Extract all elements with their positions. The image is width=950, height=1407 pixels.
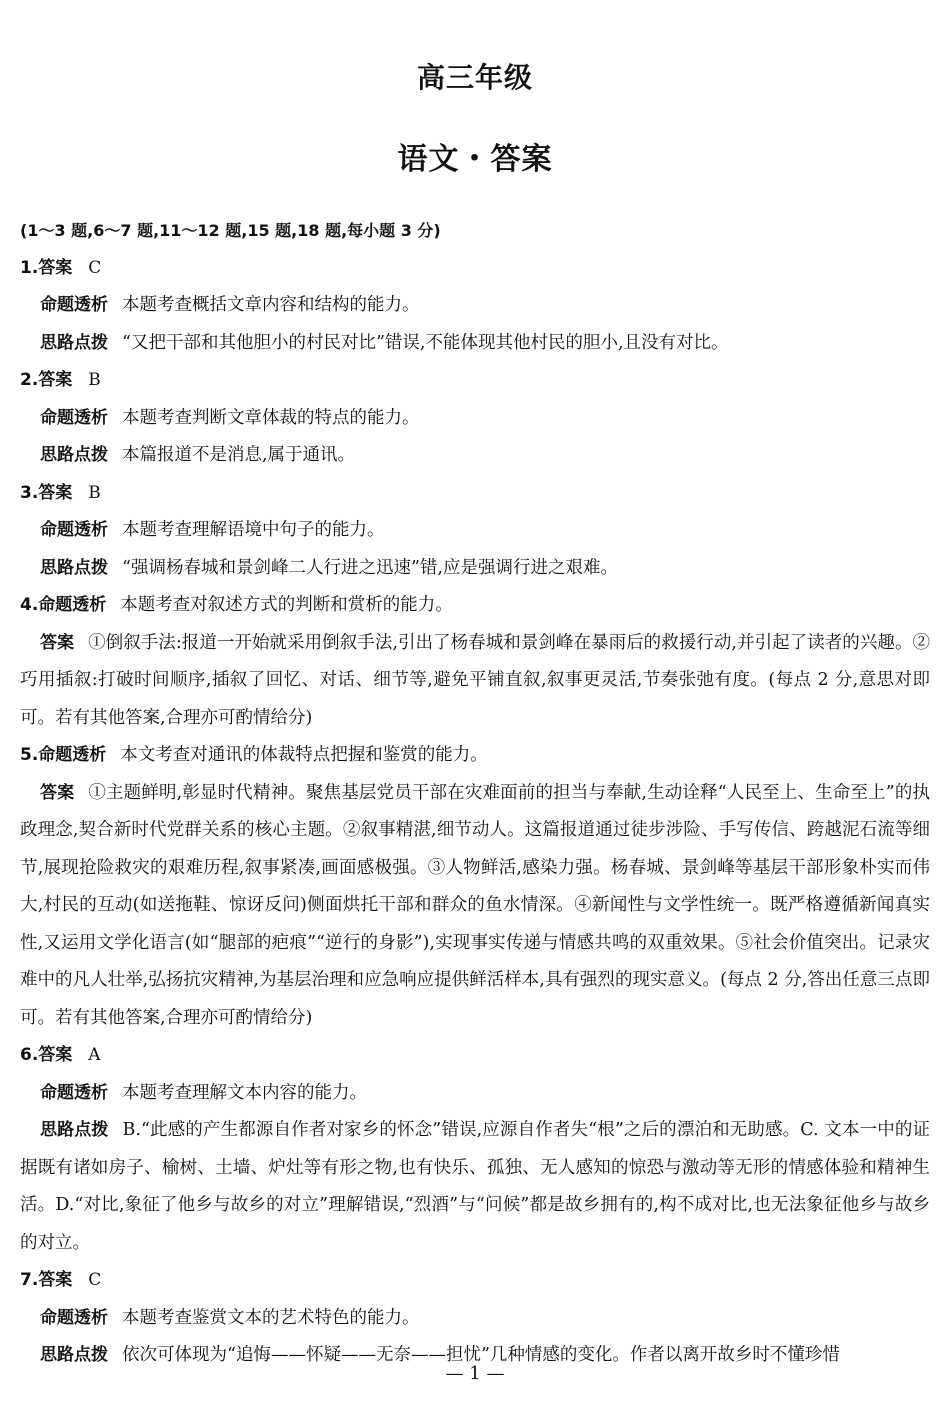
answer-value: C: [88, 1270, 102, 1290]
question-7-analysis: [20, 1300, 930, 1338]
answer-label: 答案: [38, 257, 73, 278]
hint-text: 依次可体现为“追悔——怀疑——无奈——担忧”几种情感的变化。作者以离开故乡时不懂珍惜: [122, 1345, 840, 1365]
hint-label: 思路点拨: [40, 1345, 108, 1365]
answer-label: 答案: [38, 370, 73, 390]
hint-label: 思路点拨: [40, 445, 108, 465]
analysis-label: 命题透析: [40, 407, 108, 428]
hint-label: 思路点拨: [40, 332, 108, 353]
question-number: 4.: [20, 595, 39, 615]
question-number: 7.: [20, 1270, 39, 1290]
question-5-analysis: [20, 737, 930, 775]
page-number: — 1 —: [445, 1363, 505, 1384]
answer-content: [20, 212, 930, 1375]
hint-text: B.“此感的产生都源自作者对家乡的怀念”错误,应源自作者失“根”之后的漂泊和无助感。C. 文本一中的证据既有诸如房子、榆树、土墙、炉灶等有形之物,也有快乐、孤独、无人感知的惊恐与激动等无形的情感体验和精神生活。D.“对比,象征了他乡与故乡的对立”理解错误,“烈酒”与“问候”都是故乡拥有的,构不成对比,也无法象征他乡与故乡的对立。: [20, 1120, 930, 1253]
analysis-label: 命题透析: [38, 595, 107, 615]
answer-label: 答案: [38, 1045, 73, 1065]
analysis-label: 命题透析: [38, 745, 107, 765]
question-2-analysis: [20, 400, 930, 438]
analysis-label: 命题透析: [40, 520, 108, 540]
answer-text: ①倒叙手法:报道一开始就采用倒叙手法,引出了杨春城和景剑峰在暴雨后的救援行动,并引起了读者的兴趣。②巧用插叙:打破时间顺序,插叙了回忆、对话、细节等,避免平铺直叙,叙事更灵活,节奏张弛有度。(每点 2 分,意思对即可。若有其他答案,合理亦可酌情给分): [20, 632, 930, 728]
question-1-answer: [20, 250, 930, 288]
hint-text: 本篇报道不是消息,属于通讯。: [122, 445, 356, 465]
grade-title: 高三年级: [416, 61, 533, 94]
question-number: 1.: [20, 257, 39, 278]
question-3-analysis: [20, 512, 930, 550]
answer-value: B: [88, 370, 101, 390]
analysis-label: 命题透析: [40, 1307, 108, 1328]
answer-text: ①主题鲜明,彰显时代精神。聚焦基层党员干部在灾难面前的担当与奉献,生动诠释“人民至上、生命至上”的执政理念,契合新时代党群关系的核心主题。②叙事精湛,细节动人。这篇报道通过徒步涉险、手写传信、跨越泥石流等细节,展现抢险救灾的艰难历程,叙事紧凑,画面感极强。③人物鲜活,感染力强。杨春城、景剑峰等基层干部形象朴实而伟大,村民的互动(如送拖鞋、惊讶反问)侧面烘托干部和群众的鱼水情深。④新闻性与文学性统一。既严格遵循新闻真实性,又运用文学化语言(如“腿部的疤痕”“逆行的身影”),实现事实传递与情感共鸣的双重效果。⑤社会价值突出。记录灾难中的凡人壮举,弘扬抗灾精神,为基层治理和应急响应提供鲜活样本,具有强烈的现实意义。(每点 2 分,答出任意三点即可。若有其他答案,合理亦可酌情给分): [20, 782, 931, 1028]
analysis-text: 本文考查对通讯的体裁特点把握和鉴赏的能力。: [120, 745, 488, 765]
question-3-hint: [20, 550, 930, 588]
question-number: 5.: [20, 745, 39, 765]
analysis-text: 本题考查理解文本内容的能力。: [122, 1082, 367, 1103]
answer-label: 答案: [40, 632, 75, 653]
hint-text: “又把干部和其他胆小的村民对比”错误,不能体现其他村民的胆小,且没有对比。: [122, 332, 729, 353]
question-5-answer: [20, 775, 930, 1038]
question-number: 3.: [20, 482, 39, 503]
question-6-analysis: [20, 1075, 930, 1113]
analysis-label: 命题透析: [40, 295, 108, 315]
question-1-hint: [20, 325, 930, 363]
subject-title: 语文・答案: [397, 142, 553, 177]
question-7-answer: [20, 1262, 930, 1300]
analysis-text: 本题考查判断文章体裁的特点的能力。: [122, 407, 420, 428]
hint-label: 思路点拨: [40, 557, 108, 578]
hint-text: “强调杨春城和景剑峰二人行进之迅速”错,应是强调行进之艰难。: [122, 557, 618, 578]
analysis-text: 本题考查鉴赏文本的艺术特色的能力。: [122, 1307, 420, 1328]
answer-label: 答案: [40, 782, 75, 803]
answer-value: A: [88, 1045, 101, 1065]
question-3-answer: [20, 475, 930, 513]
answer-label: 答案: [38, 482, 73, 503]
question-number: 6.: [20, 1045, 39, 1065]
hint-label: 思路点拨: [40, 1120, 109, 1140]
answer-value: B: [88, 482, 101, 503]
question-6-hint: [20, 1112, 930, 1262]
question-4-analysis: [20, 587, 930, 625]
analysis-text: 本题考查概括文章内容和结构的能力。: [122, 295, 420, 315]
answer-label: 答案: [38, 1270, 73, 1290]
question-2-answer: [20, 362, 930, 400]
score-note: (1～3 题,6～7 题,11～12 题,15 题,18 题,每小题 3 分): [20, 221, 441, 240]
question-4-answer: [20, 625, 930, 738]
question-1-analysis: [20, 287, 930, 325]
analysis-text: 本题考查理解语境中句子的能力。: [122, 520, 385, 540]
analysis-text: 本题考查对叙述方式的判断和赏析的能力。: [120, 595, 453, 615]
analysis-label: 命题透析: [40, 1082, 108, 1103]
answer-value: C: [88, 257, 102, 278]
question-number: 2.: [20, 370, 39, 390]
question-2-hint: [20, 437, 930, 475]
question-6-answer: [20, 1037, 930, 1075]
